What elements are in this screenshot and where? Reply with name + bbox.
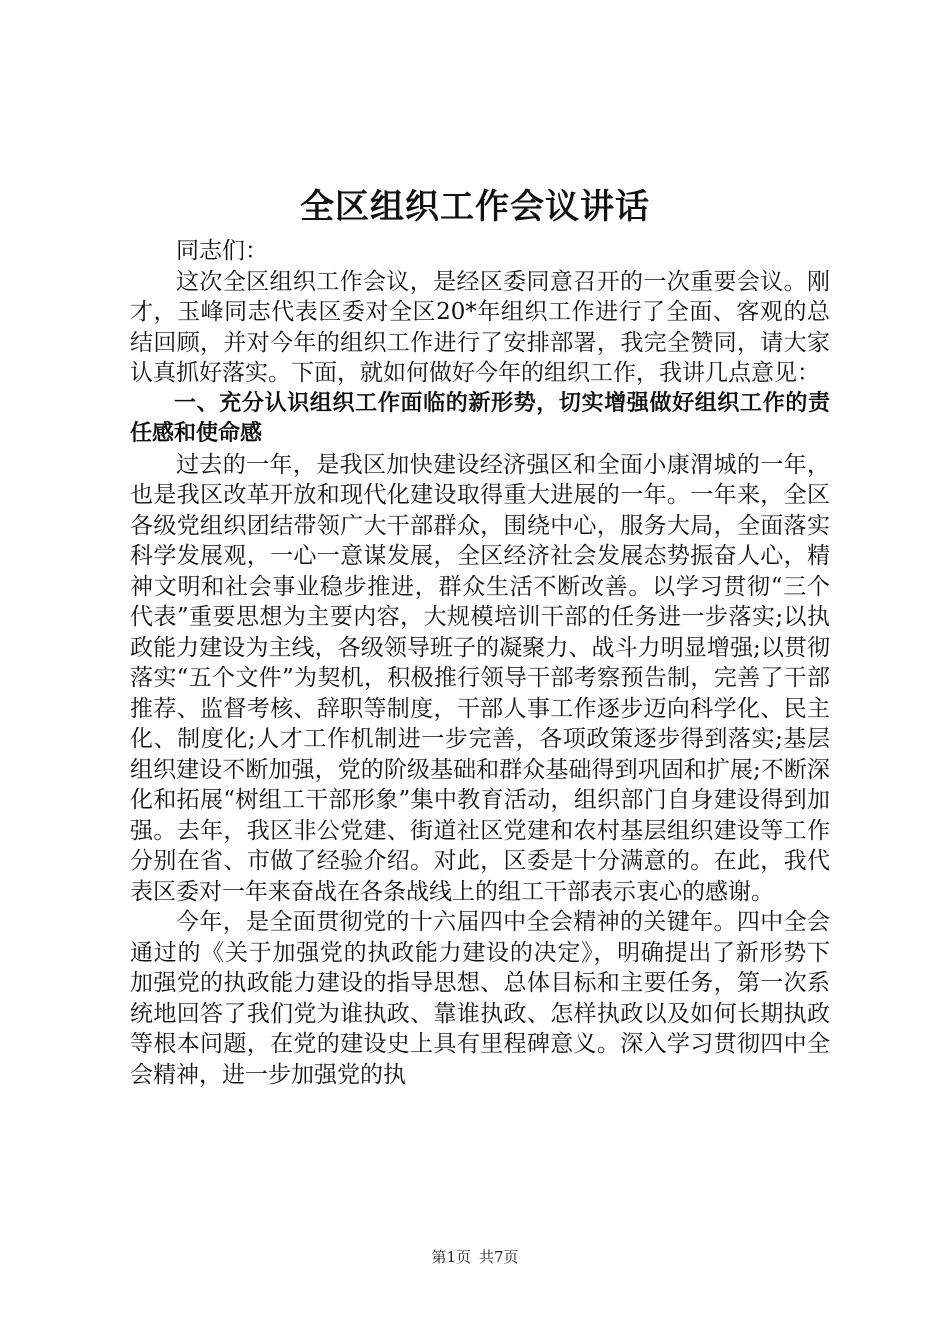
page-total: 共7页 xyxy=(479,1248,519,1266)
paragraph-intro: 这次全区组织工作会议，是经区委同意召开的一次重要会议。刚才，玉峰同志代表区委对全区20*年组织工作进行了全面、客观的总结回顾，并对今年的组织工作进行了安排部署，我完全赞同，请大家认真抓好落实。下面，就如何做好今年的组织工作，我讲几点意见： xyxy=(130,268,830,386)
page-footer xyxy=(0,1247,950,1267)
page-number: 第1页 xyxy=(431,1248,471,1266)
document-body xyxy=(130,236,830,1090)
section-heading: 一、充分认识组织工作面临的新形势，切实增强做好组织工作的责任感和使命感 xyxy=(130,390,830,446)
paragraph-this-year: 今年，是全面贯彻党的十六届四中全会精神的关键年。四中全会通过的《关于加强党的执政能力建设的决定》，明确提出了新形势下加强党的执政能力建设的指导思想、总体目标和主要任务，第一次系统地回答了我们党为谁执政、靠谁执政、怎样执政以及如何长期执政等根本问题，在党的建设史上具有里程碑意义。深入学习贯彻四中全会精神，进一步加强党的执 xyxy=(130,909,830,1088)
document-title: 全区组织工作会议讲话 xyxy=(300,187,650,227)
paragraph-review: 过去的一年，是我区加快建设经济强区和全面小康渭城的一年，也是我区改革开放和现代化建设取得重大进展的一年。一年来，全区各级党组织团结带领广大干部群众，围绕中心，服务大局，全面落实科学发展观，一心一意谋发展，全区经济社会发展态势振奋人心，精神文明和社会事业稳步推进，群众生活不断改善。以学习贯彻“三个代表”重要思想为主要内容，大规模培训干部的任务进一步落实;以执政能力建设为主线，各级领导班子的凝聚力、战斗力明显增强;以贯彻落实“五个文件”为契机，积极推行领导干部考察预告制，完善了干部推荐、监督考核、辞职等制度，干部人事工作逐步迈向科学化、民主化、制度化;人才工作机制进一步完善，各项政策逐步得到落实;基层组织建设不断加强，党的阶级基础和群众基础得到巩固和扩展;不断深化和拓展“树组工干部形象”集中教育活动，组织部门自身建设得到加强。去年，我区非公党建、街道社区党建和农村基层组织建设等工作分别在省、市做了经验介绍。对此，区委是十分满意的。在此，我代表区委对一年来奋战在各条战线上的组工干部表示衷心的感谢。 xyxy=(130,451,830,905)
salutation: 同志们： xyxy=(176,238,268,264)
